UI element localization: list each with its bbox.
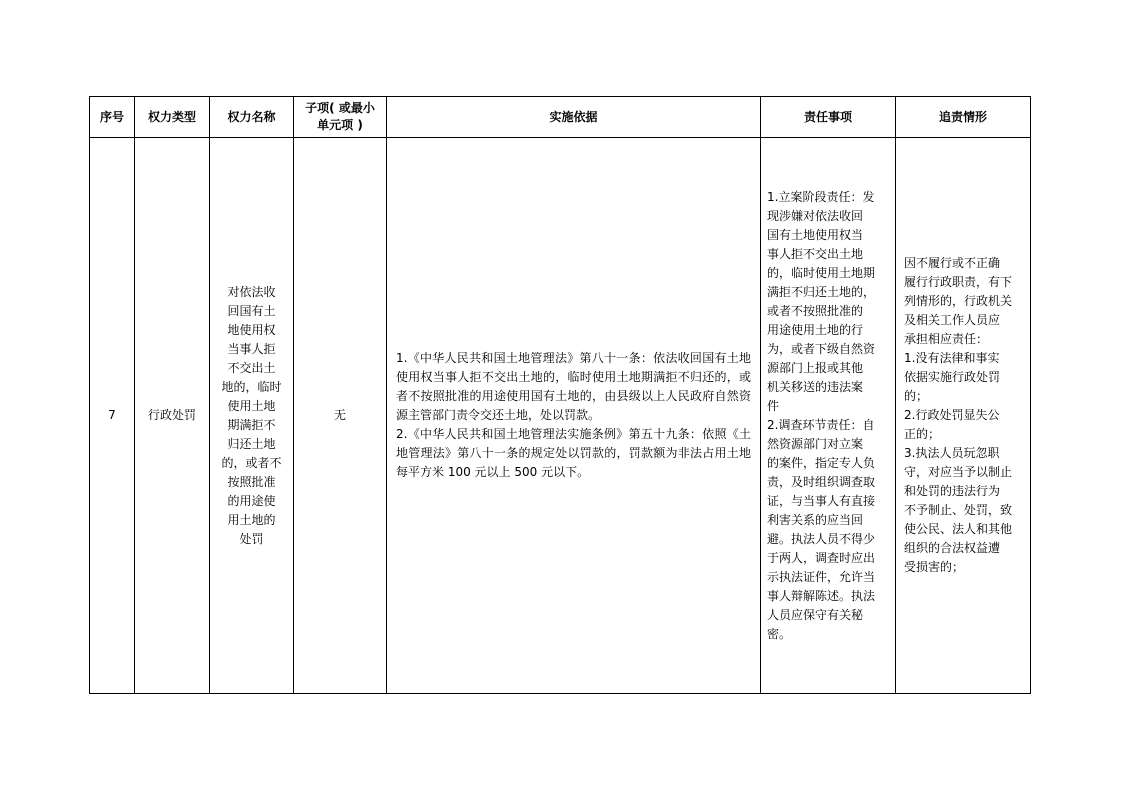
cell-power-type: 行政处罚 xyxy=(135,138,210,694)
table-header-row xyxy=(90,97,1031,138)
cell-sub-item: 无 xyxy=(294,138,387,694)
header-power-type: 权力类型 xyxy=(135,97,210,138)
cell-basis: 1.《中华人民共和国土地管理法》第八十一条：依法收回国有土地使用权当事人拒不交出土地的，临时使用土地期满拒不归还的，或者不按照批准的用途使用国有土地的，由县级以上人民政府自然资源主管部门责令交还土地，处以罚款。 2.《中华人民共和国土地管理法实施条例》第五十九条：依照《土地管理法》第八十一条的规定处以罚款的，罚款额为非法占用土地每平方米 100 元以上 500 元以下。 xyxy=(387,138,761,694)
cell-accountability: 因不履行或不正确 履行行政职责，有下 列情形的，行政机关 及相关工作人员应 承担相应责任： 1.没有法律和事实 依据实施行政处罚 的； 2.行政处罚显失公 正的； 3.执法人员玩忽职 守，对应当予以制止 和处罚的违法行为 不予制止、处罚，致 使公民、法人和其他 组织的合法权益遭 受损害的； xyxy=(896,138,1031,694)
header-responsibility: 责任事项 xyxy=(761,97,896,138)
header-seq: 序号 xyxy=(90,97,135,138)
header-basis: 实施依据 xyxy=(387,97,761,138)
header-accountability: 追责情形 xyxy=(896,97,1031,138)
cell-responsibility: 1.立案阶段责任：发 现涉嫌对依法收回 国有土地使用权当 事人拒不交出土地 的，临时使用土地期 满拒不归还土地的， 或者不按照批准的 用途使用土地的行 为，或者下级自然资 源部门上报或其他 机关移送的违法案 件 2.调查环节责任：自 然资源部门对立案 的案件，指定专人负 责，及时组织调查取 证，与当事人有直接 利害关系的应当回 避。执法人员不得少 于两人，调查时应出 示执法证件，允许当 事人辩解陈述。执法 人员应保守有关秘 密。 xyxy=(761,138,896,694)
table-row xyxy=(90,138,1031,694)
power-list-table xyxy=(89,96,1031,694)
header-power-name: 权力名称 xyxy=(210,97,294,138)
header-sub-item: 子项( 或最小 单元项 ) xyxy=(294,97,387,138)
cell-seq: 7 xyxy=(90,138,135,694)
cell-power-name: 对依法收 回国有土 地使用权 当事人拒 不交出土 地的，临时 使用土地 期满拒不 归还土地 的，或者不 按照批准 的用途使 用土地的 处罚 xyxy=(210,138,294,694)
